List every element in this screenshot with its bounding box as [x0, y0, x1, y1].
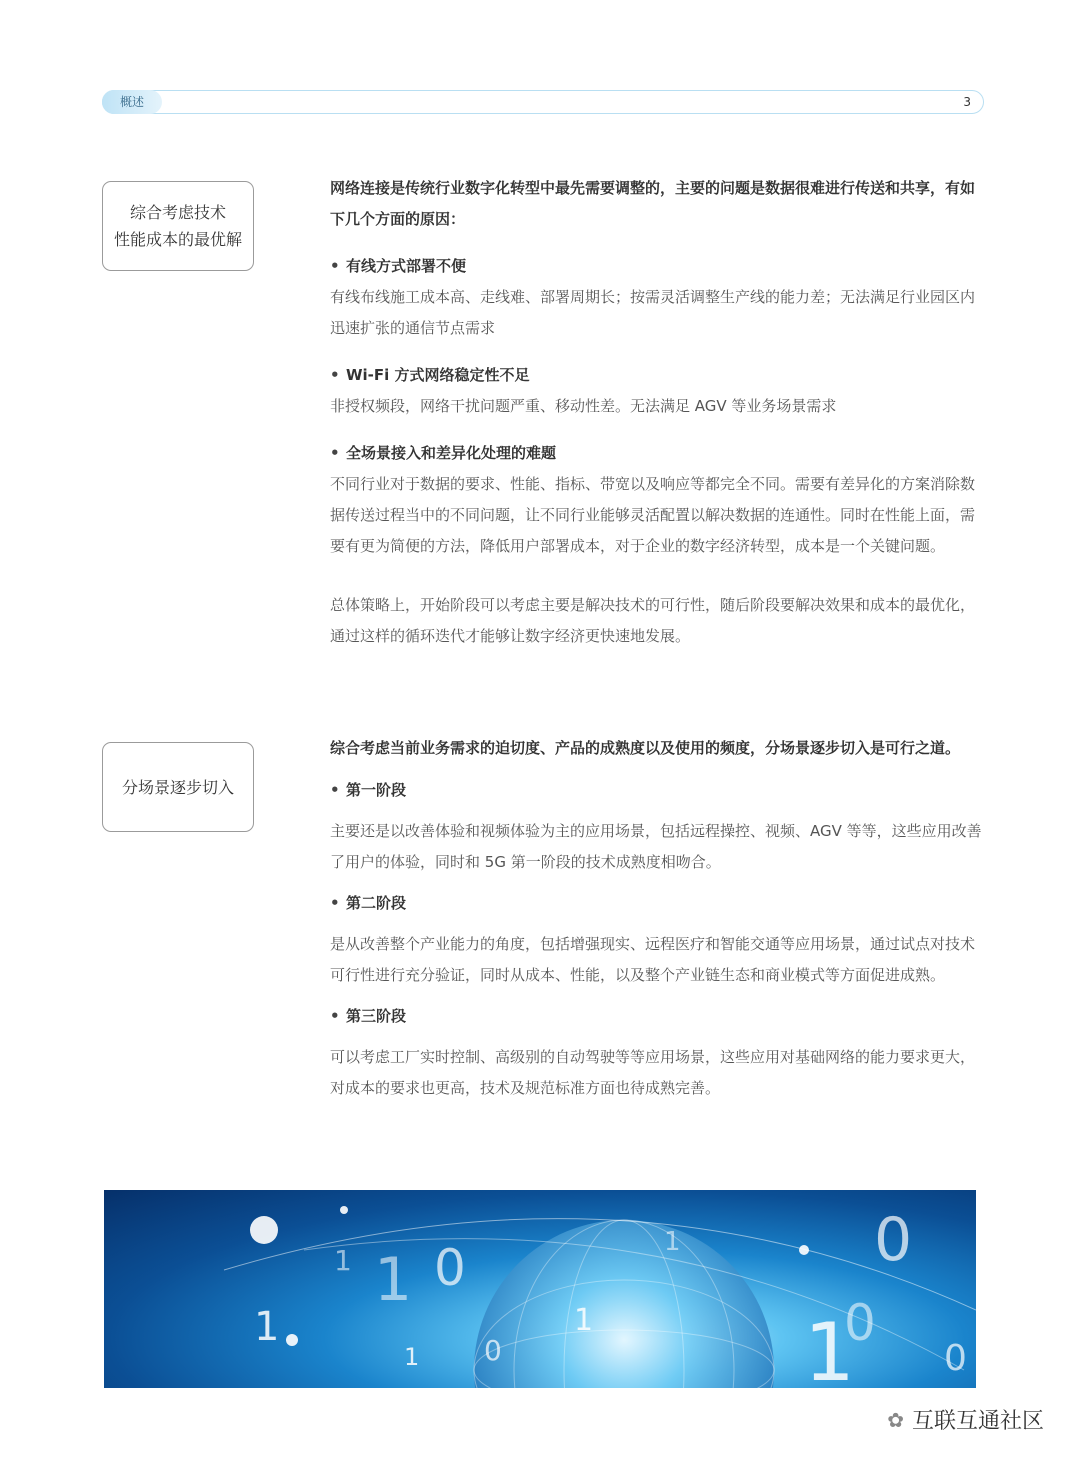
binary-digit: 0	[434, 1239, 466, 1297]
binary-digit: 1	[804, 1306, 855, 1388]
block2-content	[330, 733, 985, 1104]
block1-summary: 总体策略上，开始阶段可以考虑主要是解决技术的可行性，随后阶段要解决效果和成本的最优化，通过这样的循环迭代才能够让数字经济更快速地发展。	[330, 596, 976, 645]
binary-digit: 1	[574, 1303, 594, 1338]
block1-lead: 网络连接是传统行业数字化转型中最先需要调整的，主要的问题是数据很难进行传送和共享，有如下几个方面的原因：	[330, 179, 976, 228]
section-tab: 概述	[102, 90, 162, 114]
binary-digit: 1	[254, 1304, 280, 1350]
block1-item2-text: 非授权频段，网络干扰问题严重、移动性差。无法满足 AGV 等业务场景需求	[330, 397, 837, 415]
block1-title-box	[102, 181, 254, 271]
block2-lead: 综合考虑当前业务需求的迫切度、产品的成熟度以及使用的频度，分场景逐步切入是可行之道。	[330, 739, 961, 757]
block2-item1-heading: • 第一阶段	[330, 781, 407, 799]
block1-item3-text: 不同行业对于数据的要求、性能、指标、带宽以及响应等都完全不同。需要有差异化的方案消除数据传送过程当中的不同问题，让不同行业能够灵活配置以解决数据的连通性。同时在性能上面，需要有更为简便的方法，降低用户部署成本，对于企业的数字经济转型，成本是一个关键问题。	[330, 475, 976, 555]
block1-title-line1: 综合考虑技术	[129, 203, 226, 222]
binary-digit: 1	[334, 1244, 352, 1277]
binary-digit: 1	[664, 1227, 681, 1257]
globe-banner-image	[104, 1190, 976, 1388]
binary-digit: 0	[944, 1338, 967, 1379]
block1-item2-heading: • Wi-Fi 方式网络稳定性不足	[330, 366, 530, 384]
header-bar	[102, 90, 984, 114]
binary-digit: 1	[374, 1245, 413, 1315]
watermark	[887, 1404, 1044, 1435]
page-number: 3	[963, 95, 971, 109]
block1-item3-heading: • 全场景接入和差异化处理的难题	[330, 444, 557, 462]
block2-item1-text: 主要还是以改善体验和视频体验为主的应用场景，包括远程操控、视频、AGV 等等，这些应用改善了用户的体验，同时和 5G 第一阶段的技术成熟度相吻合。	[330, 822, 982, 871]
block2-title-box	[102, 742, 254, 832]
block1-title-line2: 性能成本的最优解	[113, 230, 242, 249]
block2-item2-text: 是从改善整个产业能力的角度，包括增强现实、远程医疗和智能交通等应用场景，通过试点对技术可行性进行充分验证，同时从成本、性能，以及整个产业链生态和商业模式等方面促进成熟。	[330, 935, 976, 984]
block1-item1-heading: • 有线方式部署不便	[330, 257, 467, 275]
binary-digit: 0	[874, 1205, 913, 1275]
block2-item3-heading: • 第三阶段	[330, 1007, 407, 1025]
block2-item2-heading: • 第二阶段	[330, 894, 407, 912]
binary-digit: 0	[484, 1334, 502, 1367]
wechat-icon: ✿	[887, 1407, 904, 1432]
block1-content	[330, 173, 985, 652]
block2-item3-text: 可以考虑工厂实时控制、高级别的自动驾驶等等应用场景，这些应用对基础网络的能力要求更大，对成本的要求也更高，技术及规范标准方面也待成熟完善。	[330, 1048, 976, 1097]
binary-digit: 0	[844, 1294, 876, 1352]
block1-item1-text: 有线布线施工成本高、走线难、部署周期长；按需灵活调整生产线的能力差；无法满足行业园区内迅速扩张的通信节点需求	[330, 288, 976, 337]
globe-illustration	[104, 1190, 976, 1388]
watermark-text: 互联互通社区	[911, 1409, 1044, 1434]
binary-digit: 1	[404, 1343, 420, 1371]
globe-shape	[474, 1220, 774, 1388]
block2-title: 分场景逐步切入	[121, 777, 234, 797]
